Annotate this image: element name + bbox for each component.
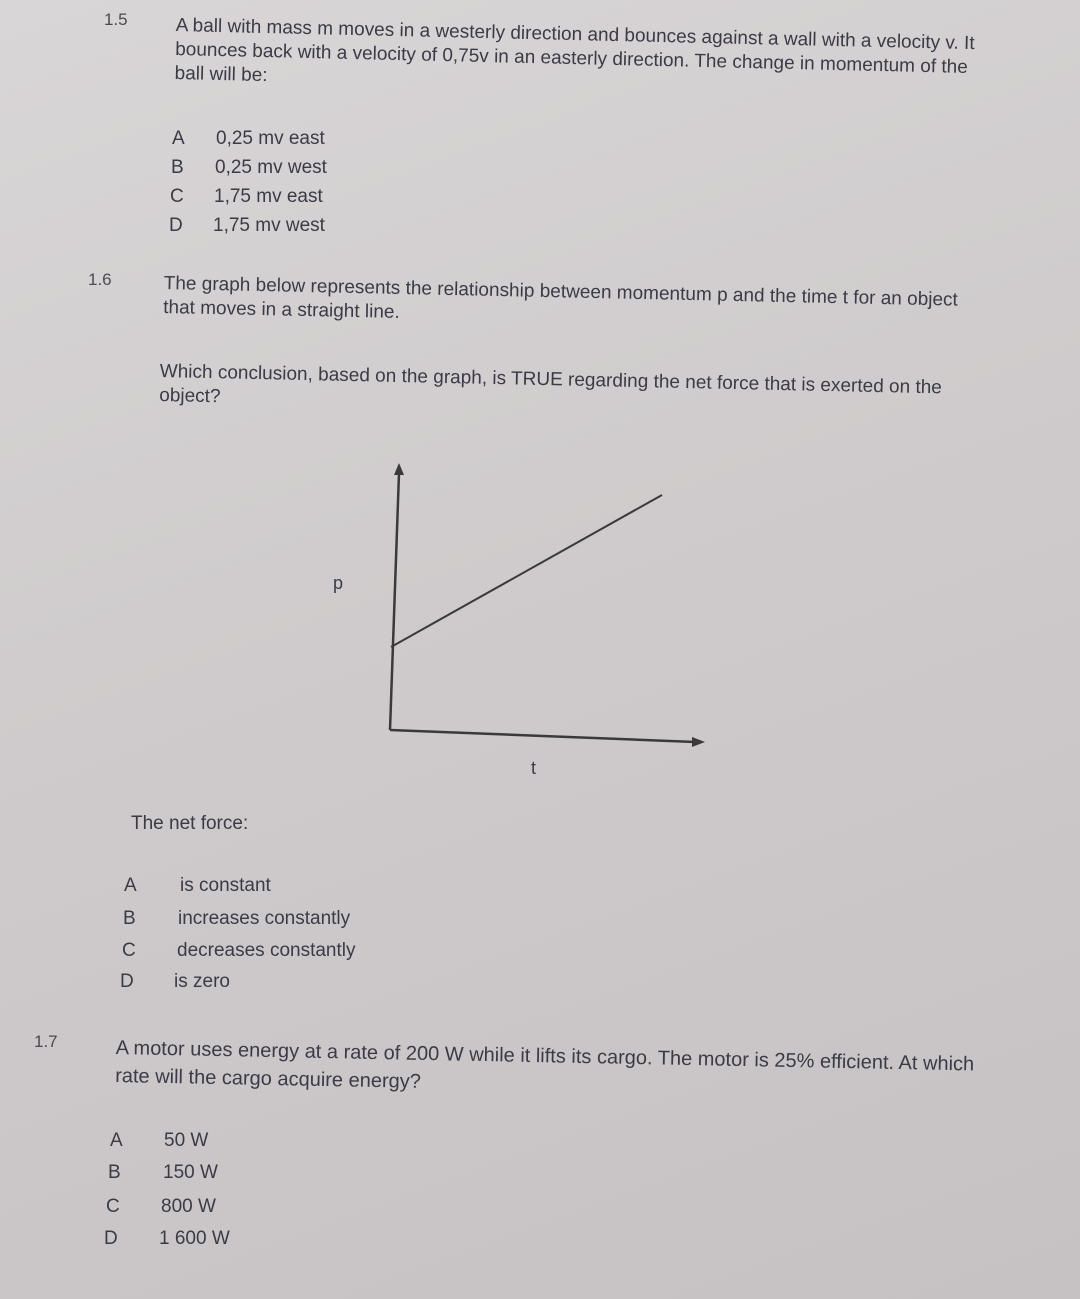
momentum-time-graph: [370, 455, 720, 785]
option-letter: D: [169, 215, 183, 236]
option-letter: A: [110, 1130, 123, 1151]
graph-y-label: p: [333, 573, 344, 593]
option-letter: C: [170, 186, 184, 207]
momentum-line: [391, 495, 662, 647]
option-letter: A: [124, 875, 137, 896]
option-1-7-a: [110, 1130, 208, 1152]
option-letter: B: [171, 157, 184, 178]
option-1-5-b: [171, 157, 327, 179]
question-stem-1-5: A ball with mass m moves in a westerly direction and bounces against a wall with a velocity v. It bounces back with a velocity of 0,75v in an easterly direction. The change in momentum of the ball will be:: [174, 14, 975, 87]
option-text: 1 600 W: [159, 1228, 230, 1249]
question-number-1-6: 1.6: [88, 270, 112, 289]
option-1-6-c: [122, 940, 356, 962]
option-text: increases constantly: [178, 908, 351, 929]
y-axis: [390, 473, 399, 730]
option-text: is zero: [174, 971, 230, 992]
option-letter: C: [122, 940, 136, 961]
option-1-6-d: [120, 971, 230, 993]
option-1-6-b: [123, 908, 350, 930]
option-letter: B: [108, 1162, 121, 1183]
option-1-6-a: [124, 875, 271, 897]
option-text: 0,25 mv east: [216, 128, 325, 149]
option-letter: B: [123, 908, 136, 929]
question-number-1-7: 1.7: [34, 1032, 58, 1051]
option-1-5-a: [172, 128, 325, 150]
x-axis-arrowhead: [692, 737, 705, 747]
question-stem-1-6: The graph below represents the relationship between momentum p and the time t for an object that moves in a straight line.: [163, 272, 959, 323]
question-number-1-5: 1.5: [104, 10, 128, 29]
option-letter: C: [106, 1196, 120, 1217]
option-1-5-d: [169, 215, 325, 237]
option-text: 0,25 mv west: [215, 157, 327, 178]
option-1-7-c: [106, 1196, 216, 1218]
option-1-7-d: [104, 1228, 230, 1250]
prompt-1-6: The net force:: [131, 813, 249, 834]
option-text: 800 W: [161, 1196, 216, 1217]
option-1-5-c: [170, 186, 323, 208]
option-1-7-b: [108, 1162, 218, 1184]
option-letter: D: [120, 971, 134, 992]
option-text: decreases constantly: [177, 940, 356, 961]
option-text: 1,75 mv east: [214, 186, 323, 207]
graph-x-label: t: [531, 758, 537, 778]
option-text: 1,75 mv west: [213, 215, 325, 236]
option-letter: D: [104, 1228, 118, 1249]
question-stem-1-7: A motor uses energy at a rate of 200 W while it lifts its cargo. The motor is 25% efficient. At which rate will the cargo acquire energy?: [114, 1036, 975, 1093]
x-axis: [390, 730, 695, 742]
y-axis-arrowhead: [394, 463, 404, 475]
option-letter: A: [172, 128, 185, 149]
question-text-1-6: Which conclusion, based on the graph, is TRUE regarding the net force that is exerted on the object?: [159, 360, 943, 408]
option-text: 50 W: [164, 1130, 209, 1151]
option-text: is constant: [180, 875, 271, 896]
option-text: 150 W: [163, 1162, 218, 1183]
